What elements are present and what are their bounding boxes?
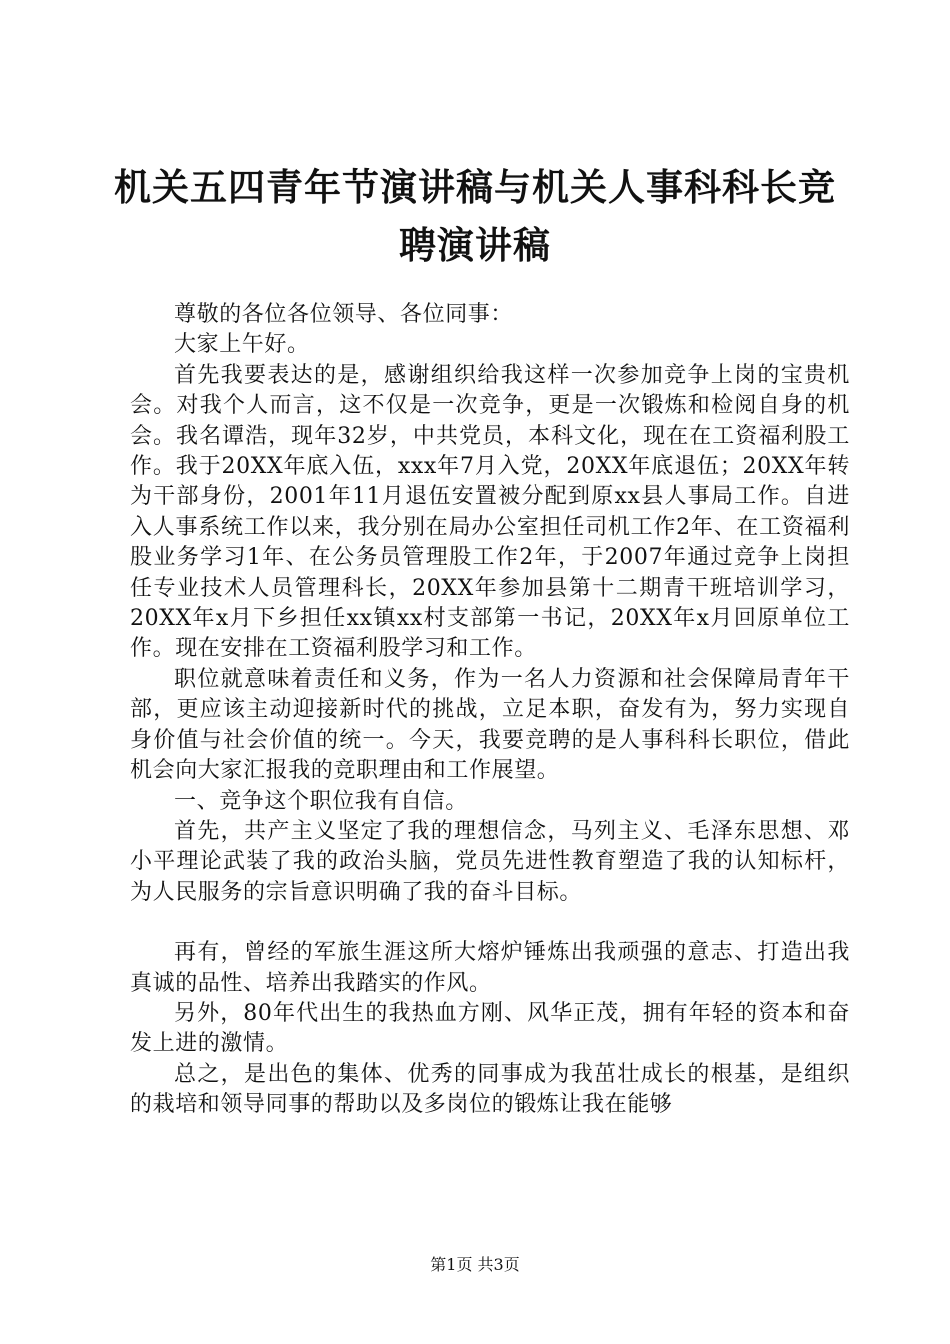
paragraph-gap <box>130 908 850 938</box>
paragraph-besides: 另外，80年代出生的我热血方刚、风华正茂，拥有年轻的资本和奋发上进的激情。 <box>130 1000 850 1057</box>
document-body <box>130 300 850 1121</box>
paragraph-introduction: 首先我要表达的是，感谢组织给我这样一次参加竞争上岗的宝贵机会。对我个人而言，这不仅是一次竞争，更是一次锻炼和检阅自身的机会。我名谭浩，现年32岁，中共党员，本科文化，现在在工资福利股工作。我于20XX年底入伍，xxx年7月入党，20XX年底退伍；20XX年转为干部身份，2001年11月退伍安置被分配到原xx县人事局工作。自进入人事系统工作以来，我分别在局办公室担任司机工作2年、在工资福利股业务学习1年、在公务员管理股工作2年，于2007年通过竞争上岗担任专业技术人员管理科长，20XX年参加县第十二期青干班培训学习，20XX年x月下乡担任xx镇xx村支部第一书记，20XX年x月回原单位工作。现在安排在工资福利股学习和工作。 <box>130 362 850 662</box>
paragraph-moreover: 再有，曾经的军旅生涯这所大熔炉锤炼出我顽强的意志、打造出我真诚的品性、培养出我踏实的作风。 <box>130 940 850 996</box>
greeting: 大家上午好。 <box>174 332 310 358</box>
document-title: 机关五四青年节演讲稿与机关人事科科长竞聘演讲稿 <box>114 165 836 267</box>
section-heading-confidence: 一、竞争这个职位我有自信。 <box>174 788 468 814</box>
page-number-footer: 第1页 共3页 <box>430 1255 520 1274</box>
paragraph-in-summary: 总之，是出色的集体、优秀的同事成为我茁壮成长的根基，是组织的栽培和领导同事的帮助以及多岗位的锻炼让我在能够 <box>130 1061 850 1118</box>
paragraph-firstly: 首先，共产主义坚定了我的理想信念，马列主义、毛泽东思想、邓小平理论武装了我的政治头脑，党员先进性教育塑造了我的认知标杆，为人民服务的宗旨意识明确了我的奋斗目标。 <box>130 818 850 905</box>
paragraph-responsibility: 职位就意味着责任和义务，作为一名人力资源和社会保障局青年干部，更应该主动迎接新时代的挑战，立足本职，奋发有为，努力实现自身价值与社会价值的统一。今天，我要竞聘的是人事科科长职位，借此机会向大家汇报我的竞职理由和工作展望。 <box>130 666 850 784</box>
salutation: 尊敬的各位各位领导、各位同事： <box>174 302 514 327</box>
